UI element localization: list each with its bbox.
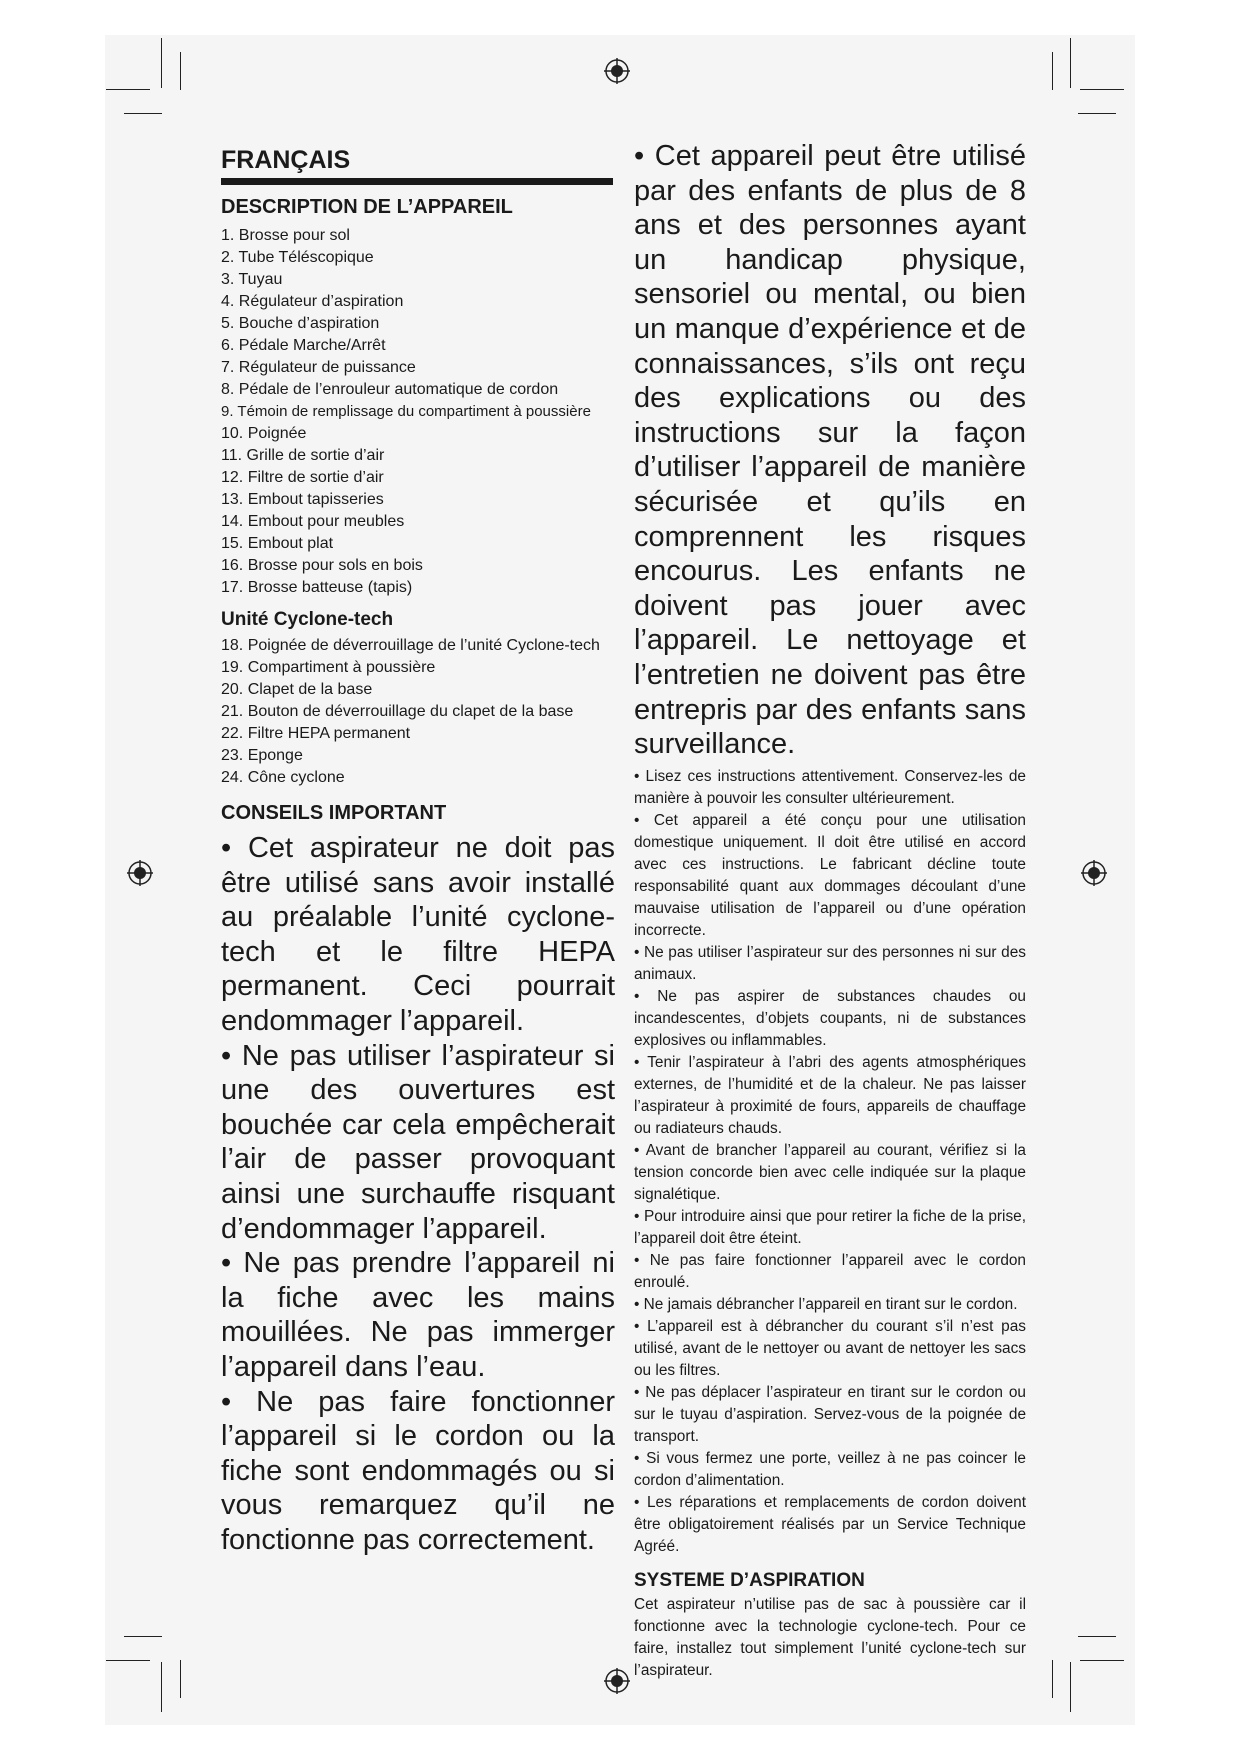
crop-mark: [1078, 1636, 1116, 1637]
left-column: [221, 140, 615, 1557]
safety-paragraph: • Lisez ces instructions attentivement. Conservez-les de manière à pouvoir les consulter ultérieurement.: [634, 767, 1026, 807]
important-paragraph: • Ne pas utiliser l’aspirateur si une des ouvertures est bouchée car cela empêcherait l’air de passer provoquant ainsi une surchauffe risquant d’endommager l’appareil.: [221, 1039, 615, 1245]
safety-paragraph: • Ne pas aspirer de substances chaudes ou incandescentes, d’objets coupants, ni de substances explosives ou inflammables.: [634, 987, 1026, 1049]
aspiration-paragraph: Cet aspirateur n’utilise pas de sac à poussière car il fonctionne avec la technologie cyclone-tech. Pour ce faire, installez tout simplement l’unité cyclone-tech sur l’aspirateur.: [634, 1595, 1026, 1679]
list-item: 11. Grille de sortie d’air: [221, 447, 385, 464]
safety-paragraph: • Avant de brancher l’appareil au courant, vérifiez si la tension concorde bien avec celle indiquée sur la plaque signalétique.: [634, 1141, 1026, 1203]
right-column: [634, 140, 1026, 1682]
aspiration-heading: SYSTEME D’ASPIRATION: [634, 1569, 865, 1591]
safety-paragraph: • Si vous fermez une porte, veillez à ne pas coincer le cordon d’alimentation.: [634, 1449, 1026, 1489]
children-warning-paragraph: • Cet appareil peut être utilisé par des enfants de plus de 8 ans et des personnes ayant un handicap physique, sensoriel ou mental, ou bien un manque d’expérience et de connaissances, s’ils ont reçu des explications ou des instructions sur la façon d’utiliser l’appareil de manière sécurisée et qu’ils en comprennent les risques encourus. Les enfants ne doivent pas jouer avec l’appareil. Le nettoyage et l’entretien ne doivent pas être entrepris par des enfants sans surveillance.: [634, 140, 1026, 761]
important-paragraph: • Ne pas faire fonctionner l’appareil si le cordon ou la fiche sont endommagés ou si vous remarquez qu’il ne fonctionne pas correctement.: [221, 1385, 615, 1556]
list-item: 14. Embout pour meubles: [221, 513, 405, 530]
list-item: 4. Régulateur d’aspiration: [221, 293, 404, 310]
cyclone-heading: Unité Cyclone-tech: [221, 609, 394, 630]
safety-paragraph: • Pour introduire ainsi que pour retirer la fiche de la prise, l’appareil doit être éteint.: [634, 1207, 1026, 1247]
crop-mark: [1078, 113, 1116, 114]
safety-paragraph: • Cet appareil a été conçu pour une utilisation domestique uniquement. Il doit être utilisé en accord avec ces instructions. Le fabricant décline toute responsabilité quant aux dommages découlant d’une mauvaise utilisation de l’appareil ou d’une opération incorrecte.: [634, 811, 1026, 939]
list-item: 19. Compartiment à poussière: [221, 659, 436, 676]
parts-list: [221, 225, 615, 599]
crop-mark: [1080, 1660, 1124, 1661]
crop-mark: [180, 1660, 181, 1698]
list-item: 17. Brosse batteuse (tapis): [221, 579, 413, 596]
safety-paragraph: • Tenir l’aspirateur à l’abri des agents atmosphériques externes, de l’humidité et de la chaleur. Ne pas laisser l’aspirateur à proximité de fours, appareils de chauffage ou radiateurs chauds.: [634, 1053, 1026, 1137]
safety-paragraph: • Ne pas faire fonctionner l’appareil avec le cordon enroulé.: [634, 1251, 1026, 1291]
registration-mark-icon: [1081, 860, 1107, 886]
list-item: 6. Pédale Marche/Arrêt: [221, 337, 386, 354]
registration-mark-icon: [604, 1668, 630, 1694]
safety-paragraph: • Ne pas déplacer l’aspirateur en tirant sur le cordon ou sur le tuyau d’aspiration. Servez-vous de la poignée de transport.: [634, 1383, 1026, 1445]
list-item: 10. Poignée: [221, 425, 307, 442]
list-item: 1. Brosse pour sol: [221, 227, 350, 244]
crop-mark: [1052, 1660, 1053, 1698]
list-item: 7. Régulateur de puissance: [221, 359, 416, 376]
list-item: 13. Embout tapisseries: [221, 491, 384, 508]
list-item: 24. Cône cyclone: [221, 769, 345, 786]
title-rule: [221, 178, 613, 185]
safety-paragraph: • Les réparations et remplacements de cordon doivent être obligatoirement réalisés par un Service Technique Agréé.: [634, 1493, 1026, 1555]
crop-mark: [1070, 1662, 1071, 1712]
list-item: 20. Clapet de la base: [221, 681, 373, 698]
crop-mark: [1070, 38, 1071, 88]
list-item: 3. Tuyau: [221, 271, 283, 288]
safety-paragraph: • Ne jamais débrancher l’appareil en tirant sur le cordon.: [634, 1295, 1018, 1313]
list-item: 8. Pédale de l’enrouleur automatique de cordon: [221, 381, 559, 398]
registration-mark-icon: [127, 860, 153, 886]
safety-paragraph: • L’appareil est à débrancher du courant s’il n’est pas utilisé, avant de le nettoyer ou avant de nettoyer les sacs ou les filtres.: [634, 1317, 1026, 1379]
list-item: 2. Tube Téléscopique: [221, 249, 374, 266]
list-item: 15. Embout plat: [221, 535, 334, 552]
important-heading: CONSEILS IMPORTANT: [221, 802, 447, 824]
registration-mark-icon: [604, 58, 630, 84]
language-title: FRANÇAIS: [221, 146, 351, 174]
list-item: 21. Bouton de déverrouillage du clapet de la base: [221, 703, 574, 720]
important-paragraph: • Ne pas prendre l’appareil ni la fiche avec les mains mouillées. Ne pas immerger l’appareil dans l’eau.: [221, 1247, 615, 1383]
crop-mark: [1052, 52, 1053, 90]
list-item: 9. Témoin de remplissage du compartiment à poussière: [221, 403, 591, 420]
list-item: 5. Bouche d’aspiration: [221, 315, 380, 332]
description-heading: DESCRIPTION DE L’APPAREIL: [221, 196, 513, 218]
list-item: 22. Filtre HEPA permanent: [221, 725, 411, 742]
crop-mark: [124, 1636, 162, 1637]
crop-mark: [106, 89, 150, 90]
cyclone-parts-list: [221, 635, 615, 789]
list-item: 18. Poignée de déverrouillage de l’unité Cyclone-tech: [221, 637, 600, 654]
crop-mark: [161, 38, 162, 88]
list-item: 23. Eponge: [221, 747, 303, 764]
crop-mark: [1080, 89, 1124, 90]
crop-mark: [161, 1662, 162, 1712]
safety-paragraph: • Ne pas utiliser l’aspirateur sur des personnes ni sur des animaux.: [634, 943, 1026, 983]
crop-mark: [124, 113, 162, 114]
important-paragraph: • Cet aspirateur ne doit pas être utilisé sans avoir installé au préalable l’unité cyclone-tech et le filtre HEPA permanent. Ceci pourrait endommager l’appareil.: [221, 832, 615, 1037]
list-item: 12. Filtre de sortie d’air: [221, 469, 384, 486]
crop-mark: [106, 1660, 150, 1661]
list-item: 16. Brosse pour sols en bois: [221, 557, 423, 574]
crop-mark: [180, 52, 181, 90]
